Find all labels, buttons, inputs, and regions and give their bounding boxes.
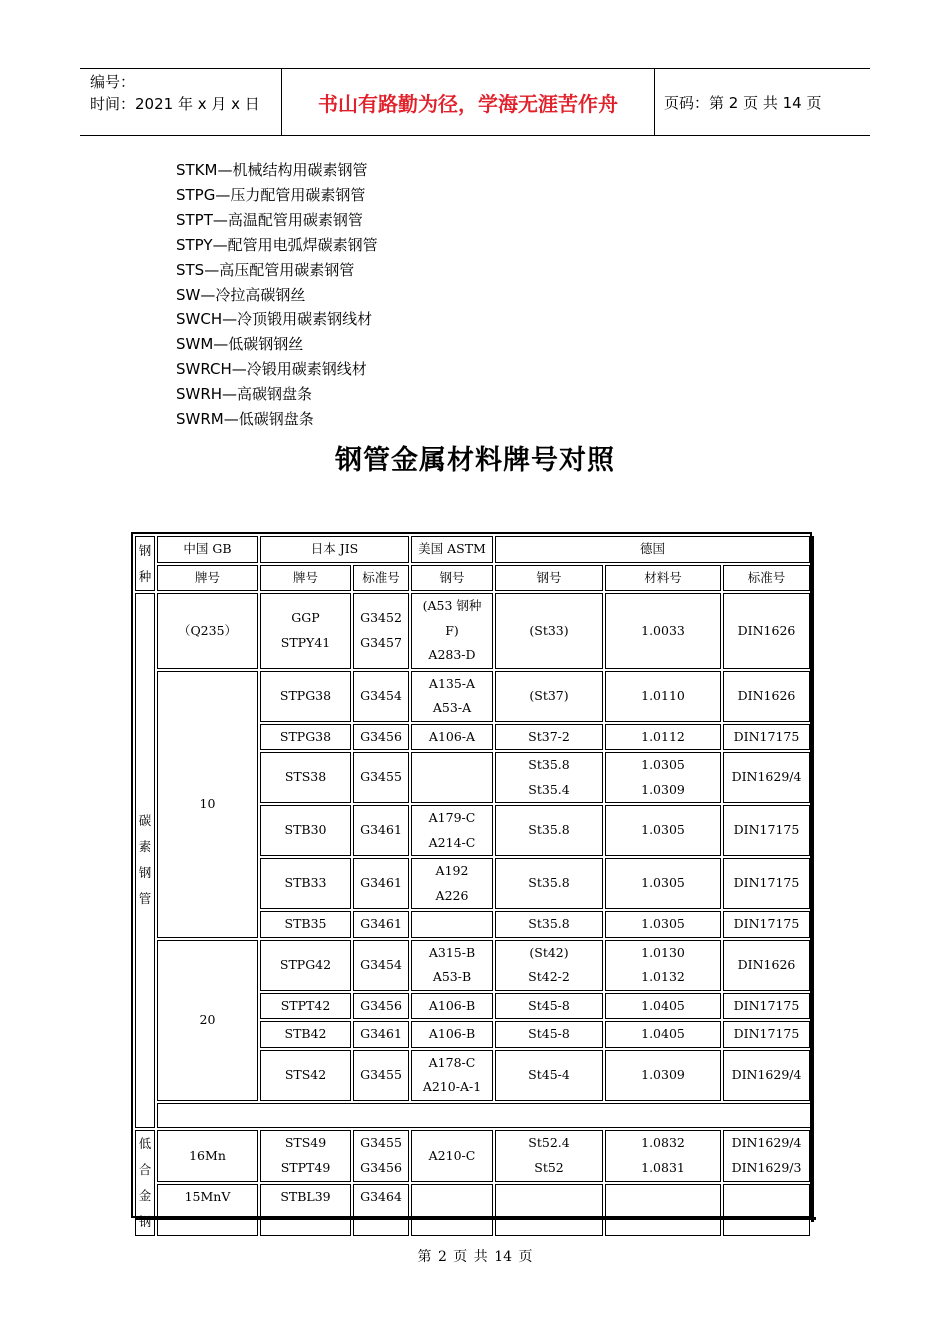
jis-standard-cell: G3455 [353,1050,409,1101]
astm-steel-cell: A106-B [411,1021,493,1048]
din-standard-cell: DIN17175 [723,724,810,751]
code-item: SWM—低碳钢钢丝 [176,335,304,354]
carbon-steel-pipe-label: 碳 素 钢 管 [135,593,155,1128]
din-standard-cell: DIN17175 [723,911,810,938]
steel-code-list [176,158,378,432]
low-alloy-steel-label: 低 合 金 钢 [135,1130,155,1236]
jis-grade-cell: STBL39 [260,1184,351,1236]
subheader-din-steel: 钢号 [495,565,603,592]
code-item: STKM—机械结构用碳素钢管 [176,161,368,179]
table-row [135,593,812,669]
jis-standard-cell: G3455 [353,752,409,803]
jis-standard-cell: G3461 [353,911,409,938]
header-usa-astm: 美国 ASTM [411,536,493,563]
code-item: SWRCH—冷锻用碳素钢线材 [176,360,367,379]
steel-pipe-comparison-table [133,534,814,1238]
din-material-cell: 1.0305 [605,858,721,909]
din-steel-cell: St45-8 [495,1021,603,1048]
header-motto: 书山有路勤为径，学海无涯苦作舟 [282,69,655,135]
astm-steel-cell: (A53 钢种 F) A283-D [411,593,493,669]
jis-grade-cell: STB30 [260,805,351,856]
din-material-cell: 1.0305 [605,805,721,856]
din-material-cell: 1.0405 [605,993,721,1020]
din-material-cell: 1.0305 1.0309 [605,752,721,803]
astm-steel-cell: A192 A226 [411,858,493,909]
din-steel-cell: St37-2 [495,724,603,751]
table-header-row [135,536,812,563]
gb-grade-cell: 15MnV [157,1184,258,1236]
table-row [135,671,812,722]
table-row [135,940,812,991]
jis-grade-cell: STS42 [260,1050,351,1101]
din-steel-cell: St52.4 St52 [495,1130,603,1183]
gb-grade-cell: 10 [157,671,258,938]
din-material-cell: 1.0033 [605,593,721,669]
jis-grade-cell: STPG38 [260,724,351,751]
page-header [80,68,870,136]
astm-steel-cell: A106-A [411,724,493,751]
code-item: SWRM—低碳钢盘条 [176,410,314,429]
jis-grade-cell: STB35 [260,911,351,938]
jis-standard-cell: G3461 [353,858,409,909]
subheader-din-standard: 标准号 [723,565,810,592]
din-standard-cell: DIN17175 [723,805,810,856]
code-item: SW—冷拉高碳钢丝 [176,285,306,304]
din-steel-cell: St45-4 [495,1050,603,1101]
din-steel-cell: St35.8 St35.4 [495,752,603,803]
jis-standard-cell: G3454 [353,671,409,722]
subheader-astm-steel: 钢号 [411,565,493,592]
jis-grade-cell: STS38 [260,752,351,803]
jis-standard-cell: G3456 [353,993,409,1020]
din-material-cell: 1.0110 [605,671,721,722]
jis-standard-cell: G3454 [353,940,409,991]
document-number-label: 编号： [90,73,136,91]
astm-steel-cell: A210-C [411,1130,493,1183]
jis-grade-cell: STS49 STPT49 [260,1130,351,1183]
din-standard-cell: DIN1626 [723,593,810,669]
din-steel-cell [495,1184,603,1236]
code-item: STPT—高温配管用碳素钢管 [176,210,363,229]
din-standard-cell: DIN17175 [723,1021,810,1048]
page-footer: 第 2 页 共 14 页 [417,1249,533,1265]
jis-standard-cell: G3461 [353,1021,409,1048]
din-material-cell: 1.0309 [605,1050,721,1101]
din-standard-cell: DIN1629/4 [723,752,810,803]
jis-grade-cell: STB42 [260,1021,351,1048]
din-material-cell: 1.0305 [605,911,721,938]
din-material-cell: 1.0112 [605,724,721,751]
table-row [135,1184,812,1236]
table-row [135,1130,812,1183]
code-item: STS—高压配管用碳素钢管 [176,260,355,279]
jis-standard-cell: G3455 G3456 [353,1130,409,1183]
subheader-gb-grade: 牌号 [157,565,258,592]
din-standard-cell: DIN1626 [723,671,810,722]
empty-separator-cell [157,1103,812,1128]
din-standard-cell: DIN1629/4 [723,1050,810,1101]
code-item: STPY—配管用电弧焊碳素钢管 [176,235,378,254]
din-steel-cell: St35.8 [495,858,603,909]
jis-grade-cell: STPT42 [260,993,351,1020]
jis-standard-cell: G3464 [353,1184,409,1236]
astm-steel-cell: A179-C A214-C [411,805,493,856]
jis-standard-cell: G3461 [353,805,409,856]
table-subheader-row [135,565,812,592]
astm-steel-cell [411,752,493,803]
subheader-jis-grade: 牌号 [260,565,351,592]
din-standard-cell: DIN1629/4 DIN1629/3 [723,1130,810,1183]
din-material-cell: 1.0832 1.0831 [605,1130,721,1183]
din-standard-cell [723,1184,810,1236]
header-china-gb: 中国 GB [157,536,258,563]
jis-standard-cell: G3456 [353,724,409,751]
din-standard-cell: DIN1626 [723,940,810,991]
jis-grade-cell: STPG42 [260,940,351,991]
gb-grade-cell: （Q235） [157,593,258,669]
din-standard-cell: DIN17175 [723,858,810,909]
subheader-jis-standard: 标准号 [353,565,409,592]
din-standard-cell: DIN17175 [723,993,810,1020]
header-germany: 德国 [495,536,810,563]
din-steel-cell: St35.8 [495,911,603,938]
din-steel-cell: (St33) [495,593,603,669]
subheader-din-material: 材料号 [605,565,721,592]
header-japan-jis: 日本 JIS [260,536,409,563]
jis-grade-cell: STPG38 [260,671,351,722]
code-item: SWCH—冷顶锻用碳素钢线材 [176,310,373,329]
din-steel-cell: St35.8 [495,805,603,856]
astm-steel-cell: A315-B A53-B [411,940,493,991]
code-item: STPG—压力配管用碳素钢管 [176,185,366,204]
jis-grade-cell: GGP STPY41 [260,593,351,669]
header-steel-type: 钢 种 [135,536,155,591]
astm-steel-cell: A106-B [411,993,493,1020]
comparison-table-frame [131,532,812,1229]
jis-standard-cell: G3452 G3457 [353,593,409,669]
din-material-cell [605,1184,721,1236]
din-steel-cell: (St37) [495,671,603,722]
astm-steel-cell: A178-C A210-A-1 [411,1050,493,1101]
table-spacer-row [135,1103,812,1128]
table-title: 钢管金属材料牌号对照 [335,445,615,476]
gb-grade-cell: 20 [157,940,258,1101]
header-meta [80,69,282,135]
din-material-cell: 1.0405 [605,1021,721,1048]
din-steel-cell: St45-8 [495,993,603,1020]
astm-steel-cell [411,911,493,938]
header-page-info: 页码：第 2 页 共 14 页 [664,93,822,112]
din-material-cell: 1.0130 1.0132 [605,940,721,991]
document-date: 时间：2021 年 x 月 x 日 [90,95,260,113]
astm-steel-cell [411,1184,493,1236]
code-item: SWRH—高碳钢盘条 [176,385,313,404]
gb-grade-cell: 16Mn [157,1130,258,1183]
jis-grade-cell: STB33 [260,858,351,909]
din-steel-cell: (St42) St42-2 [495,940,603,991]
astm-steel-cell: A135-A A53-A [411,671,493,722]
